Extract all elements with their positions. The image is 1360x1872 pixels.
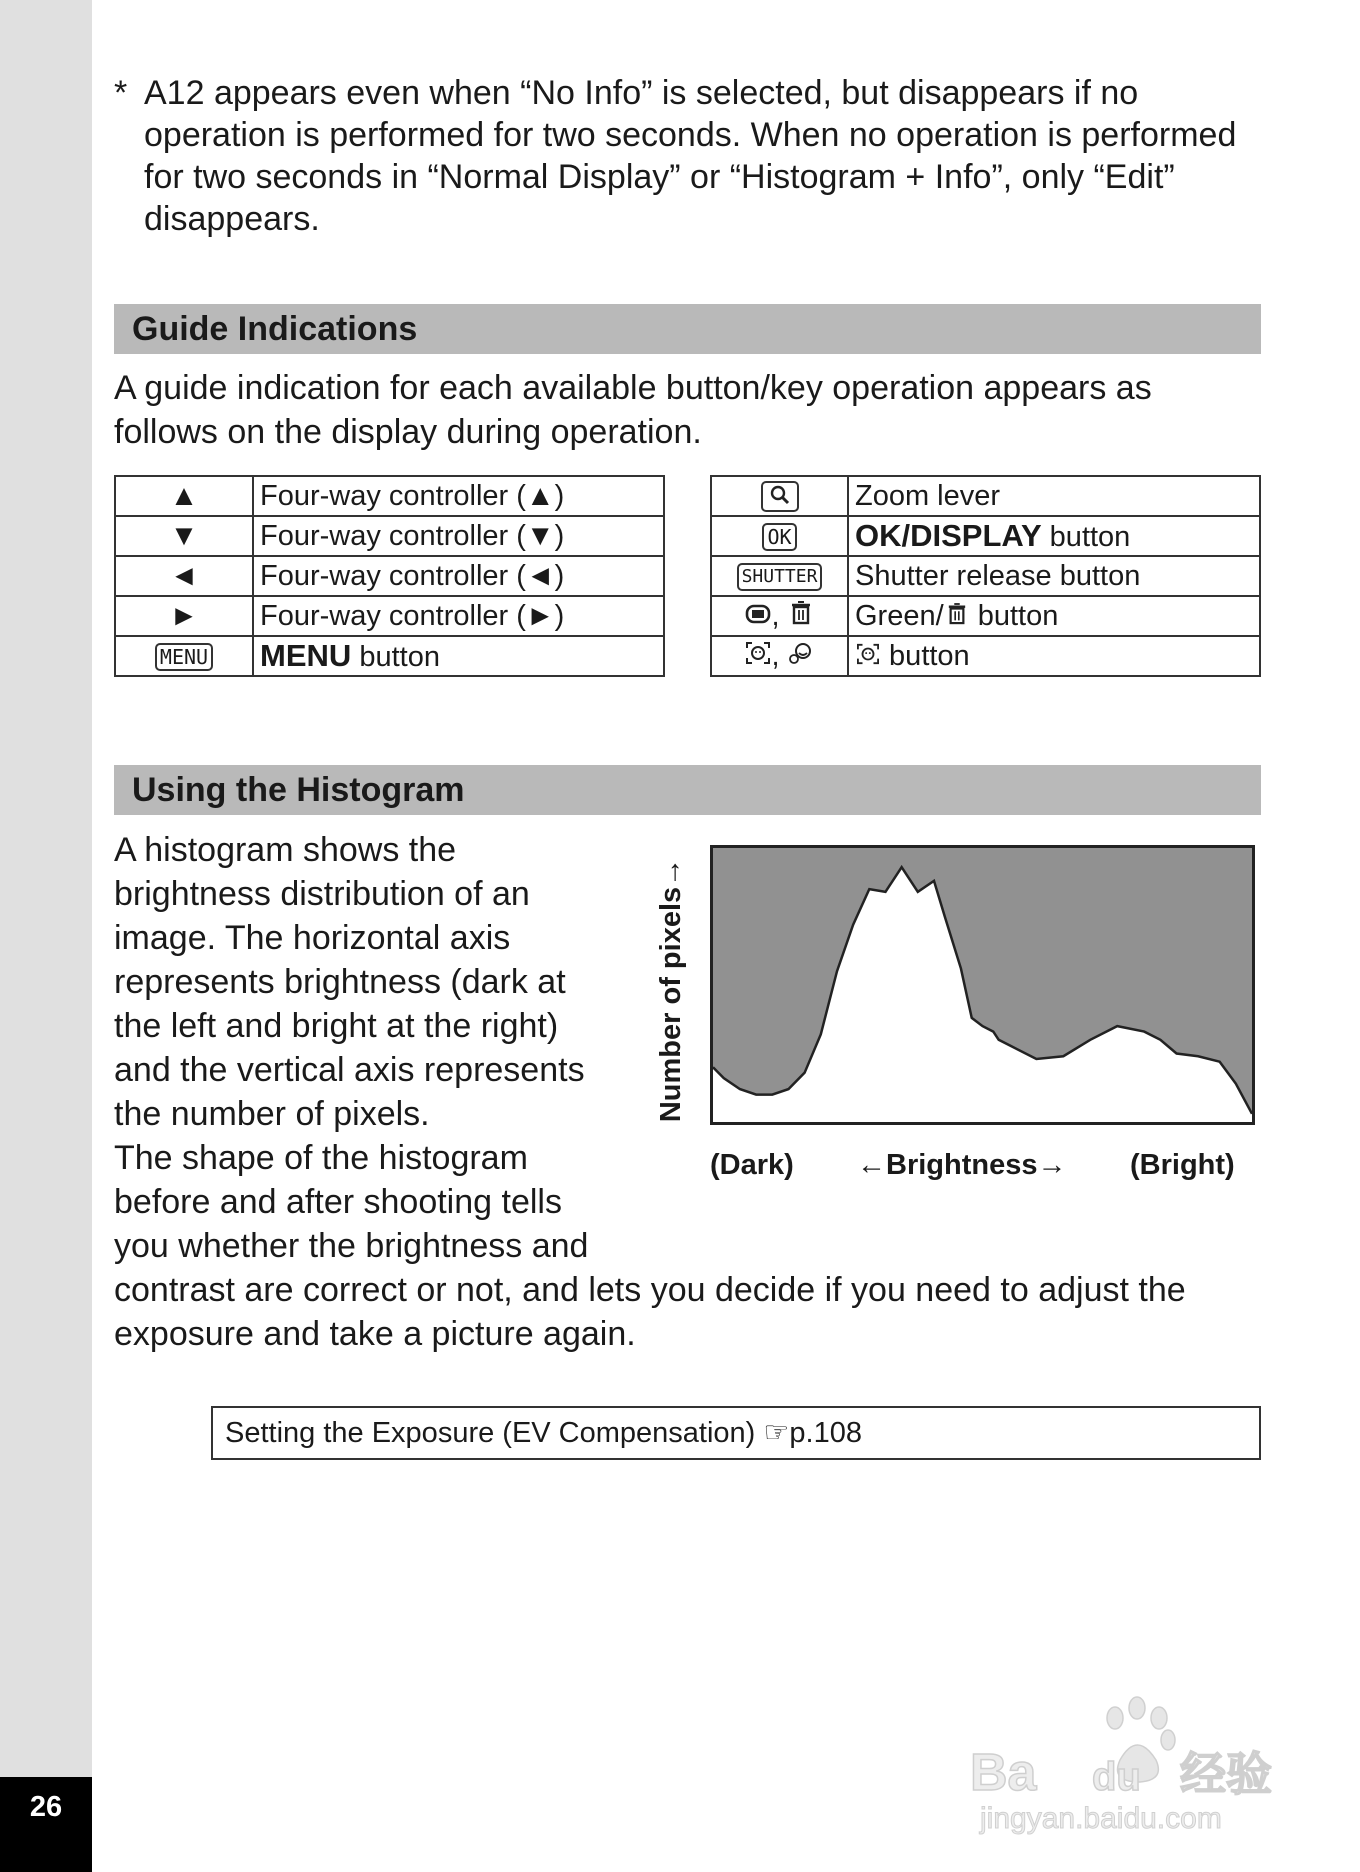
trash-icon (944, 603, 970, 632)
section-heading-guide: Guide Indications (114, 304, 1261, 354)
y-axis-label: Number of pixels→ (655, 857, 687, 1123)
x-axis-right-label: (Bright) (1130, 1149, 1235, 1181)
reference-page-link[interactable]: p.108 (789, 1417, 862, 1449)
guide-table-left (114, 475, 665, 677)
histogram-paragraph: A histogram shows the brightness distribution of an image. The horizontal axis represents brightness (dark at the left and bright at the right) and the vertical axis represents the number of pixels. The shape of the histogram before and after shooting tells you whether the brightness and (114, 831, 589, 1265)
section-heading-histogram: Using the Histogram (114, 765, 1261, 815)
row-label: Four-way controller (▲) (253, 476, 664, 516)
x-axis-label: ←Brightness→ (857, 1149, 1067, 1181)
reference-text: Setting the Exposure (EV Compensation) (225, 1417, 756, 1449)
table-row (711, 596, 1260, 636)
ok-key-icon: OK (762, 523, 796, 551)
reference-box (211, 1406, 1261, 1460)
row-label: Four-way controller (►) (253, 596, 664, 636)
table-row (711, 556, 1260, 596)
face-detect-icon (745, 641, 771, 672)
shutter-key-icon: SHUTTER (737, 563, 823, 591)
guide-intro: A guide indication for each available button/key operation appears as follows on the display during operation. (114, 369, 1152, 451)
shutter-key-cell (711, 556, 848, 596)
green-trash-cell: , (711, 596, 848, 636)
row-label: OK/DISPLAY button (848, 516, 1260, 556)
row-label: Shutter release button (848, 556, 1260, 596)
histogram-dark-area (713, 848, 1252, 1114)
side-margin-bar (0, 0, 92, 1872)
smile-capture-icon (788, 641, 814, 672)
guide-table-right (710, 475, 1261, 677)
table-row (711, 516, 1260, 556)
page-number: 26 (0, 1777, 92, 1872)
row-label: Four-way controller (◄) (253, 556, 664, 596)
row-label: MENU button (253, 636, 664, 676)
table-row (115, 556, 664, 596)
table-row (711, 636, 1260, 676)
zoom-lever-cell (711, 476, 848, 516)
table-row (115, 516, 664, 556)
menu-key-cell (115, 636, 253, 676)
face-detect-cell: , (711, 636, 848, 676)
table-row (711, 476, 1260, 516)
histogram-paragraph-continued: contrast are correct or not, and lets you decide if you need to adjust the exposure and take a picture again. (114, 1271, 1186, 1353)
face-detect-icon (855, 643, 881, 672)
green-button-icon (745, 603, 771, 632)
arrow-left-icon: ◄ (115, 556, 253, 596)
watermark-url: jingyan.baidu.com (980, 1802, 1222, 1835)
watermark-cn: 经验 (1180, 1747, 1272, 1801)
zoom-lever-icon (761, 481, 799, 512)
footnote-marker: * (114, 74, 128, 112)
menu-key-icon: MENU (155, 643, 213, 671)
watermark-brand-a: Ba (970, 1744, 1037, 1802)
histogram-chart (710, 845, 1255, 1125)
arrow-down-icon: ▼ (115, 516, 253, 556)
arrow-up-icon: ▲ (115, 476, 253, 516)
baidu-watermark (960, 1690, 1300, 1840)
arrow-right-icon: ► (115, 596, 253, 636)
table-row (115, 596, 664, 636)
row-label: Four-way controller (▼) (253, 516, 664, 556)
table-row (115, 636, 664, 676)
table-row (115, 476, 664, 516)
footnote-text: A12 appears even when “No Info” is selected, but disappears if no operation is performed for two seconds. When no operation is performed for two seconds in “Normal Display” or “Histogram + Info”, only “Edit” disappears. (144, 74, 1237, 238)
row-label: button (848, 636, 1260, 676)
watermark-brand-b: du (1092, 1755, 1141, 1799)
footnote (114, 72, 1264, 240)
row-label: Green/ button (848, 596, 1260, 636)
x-axis-left-label: (Dark) (710, 1149, 794, 1181)
row-label: Zoom lever (848, 476, 1260, 516)
ok-key-cell (711, 516, 848, 556)
trash-icon (788, 601, 814, 632)
pointer-icon: ☞ (763, 1417, 790, 1449)
